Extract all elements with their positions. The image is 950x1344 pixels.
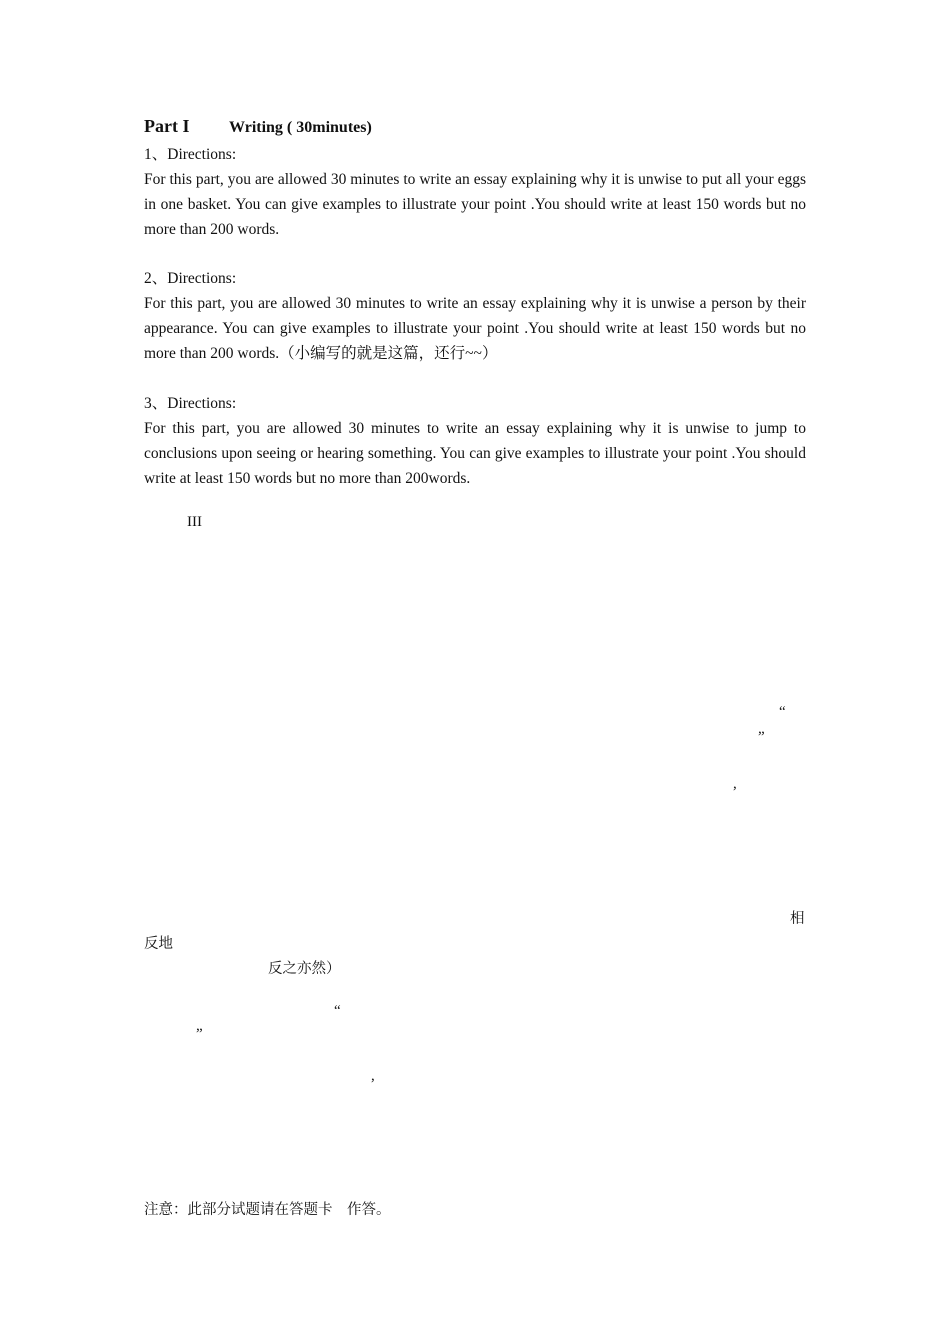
comma-fragment: , [733,776,737,792]
comma-fragment-2: , [371,1068,375,1084]
directions-heading-1: 1、Directions: [144,146,237,163]
open-quote-fragment: “ [779,704,786,720]
fan-di-fragment: 反地 [144,936,173,952]
fan-zhi-yi-ran-fragment: 反之亦然） [268,961,341,977]
directions-text-3: For this part, you are allowed 30 minutes to write an essay explaining why it is unwise to jump to conclusions upon seeing or hearing something. You can give examples to illustrate your point .You should write at least 150 words but no more than 200words. [144,420,806,487]
close-quote-fragment: ” [758,729,765,745]
answer-sheet-note: 注意：此部分试题请在答题卡 作答。 [144,1202,391,1218]
directions-text-1: For this part, you are allowed 30 minutes to write an essay explaining why it is unwise to put all your eggs in one basket. You can give examples to illustrate your point .You should write at least 150 words but no more than 200 words. [144,171,806,238]
close-quote-fragment-2: ” [196,1026,203,1042]
directions-heading-2: 2、Directions: [144,270,237,287]
open-quote-fragment-2: “ [334,1003,341,1019]
roman-numeral: III [187,514,202,530]
xiang-fragment: 相 [790,911,805,927]
directions-block-2 [144,266,806,366]
directions-block-3 [144,391,806,491]
directions-heading-3: 3、Directions: [144,395,237,412]
directions-block-1 [144,142,806,242]
part-title: Writing ( 30minutes) [229,119,372,136]
directions-text-2: For this part, you are allowed 30 minutes to write an essay explaining why it is unwise a person by their appearance. You can give examples to illustrate your point .You should write at least 150 words but no more than 200 words.（小编写的就是这篇，还行~~） [144,295,806,362]
part-label: Part I [144,116,190,136]
